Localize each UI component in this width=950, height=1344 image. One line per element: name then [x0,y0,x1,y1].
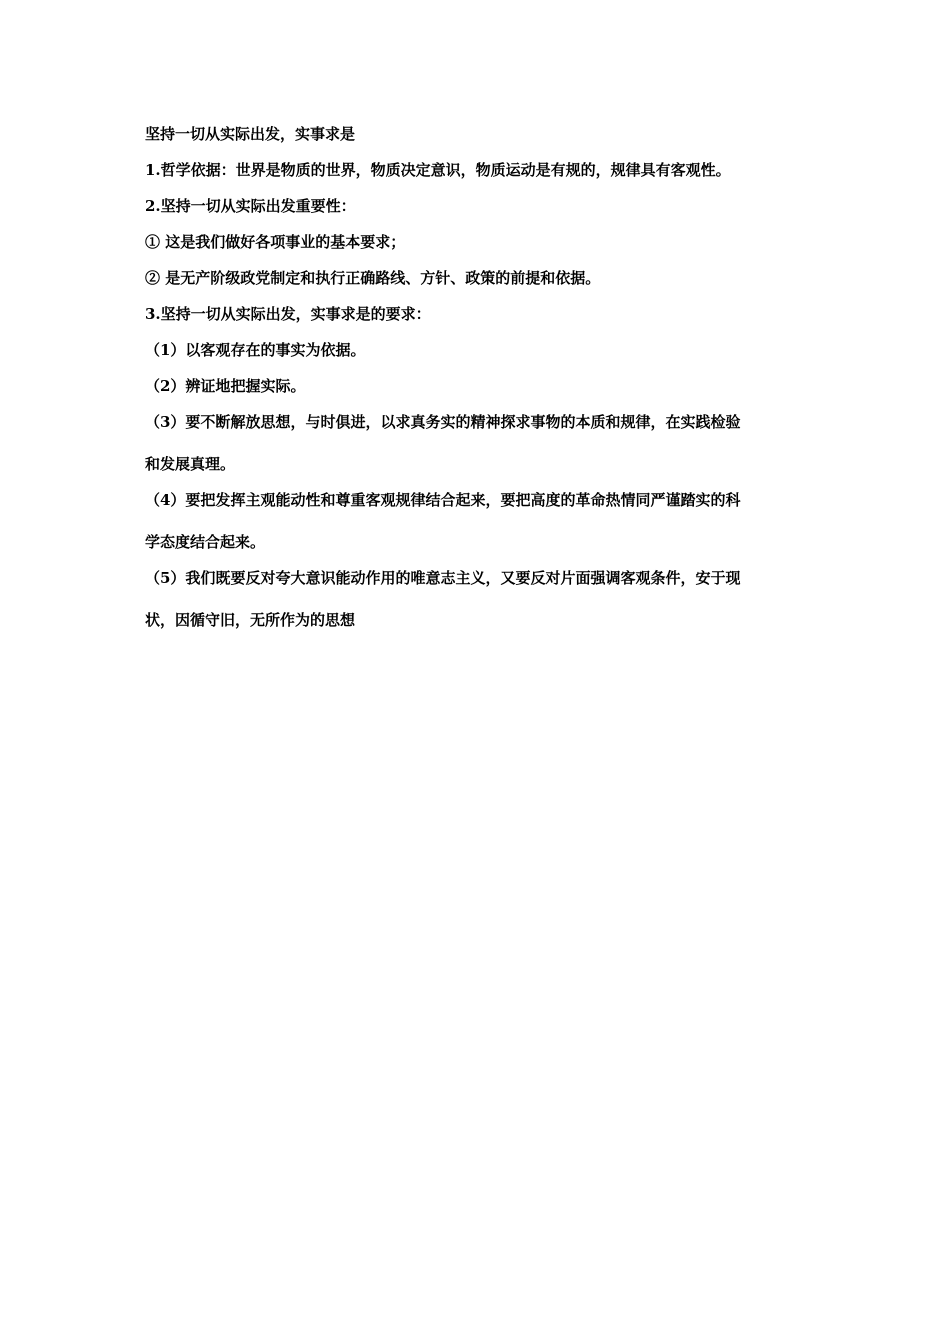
point-1-philosophical-basis: 1.哲学依据：世界是物质的世界，物质决定意识，物质运动是有规的，规律具有客观性。 [145,161,731,179]
point-3-item-3-line-1: （3）要不断解放思想，与时俱进，以求真务实的精神探求事物的本质和规律，在实践检验 [145,413,741,431]
point-2-heading: 2.坚持一切从实际出发重要性： [145,197,356,215]
document-title: 坚持一切从实际出发，实事求是 [145,125,356,143]
point-3-item-5 [145,568,815,630]
point-3-item-1 [145,340,815,360]
point-2-item-1: ① 这是我们做好各项事业的基本要求； [145,233,406,251]
point-3-item-4-line-1: （4）要把发挥主观能动性和尊重客观规律结合起来，要把高度的革命热情同严谨踏实的科 [145,491,741,509]
point-3-item-2-line-1: （2）辨证地把握实际。 [145,377,306,395]
point-3-item-3 [145,412,815,474]
point-2-item-2: ② 是无产阶级政党制定和执行正确路线、方针、政策的前提和依据。 [145,269,601,287]
point-3-item-2 [145,376,815,396]
point-3-item-3-line-2: 和发展真理。 [145,455,236,473]
document-body [145,124,815,646]
point-3-item-1-line-1: （1）以客观存在的事实为依据。 [145,341,366,359]
point-3-heading: 3.坚持一切从实际出发，实事求是的要求： [145,305,431,323]
point-3-item-5-line-1: （5）我们既要反对夸大意识能动作用的唯意志主义，又要反对片面强调客观条件，安于现 [145,569,741,587]
point-3-item-5-line-2: 状，因循守旧，无所作为的思想 [145,611,356,629]
point-3-item-4 [145,490,815,552]
point-3-item-4-line-2: 学态度结合起来。 [145,533,266,551]
